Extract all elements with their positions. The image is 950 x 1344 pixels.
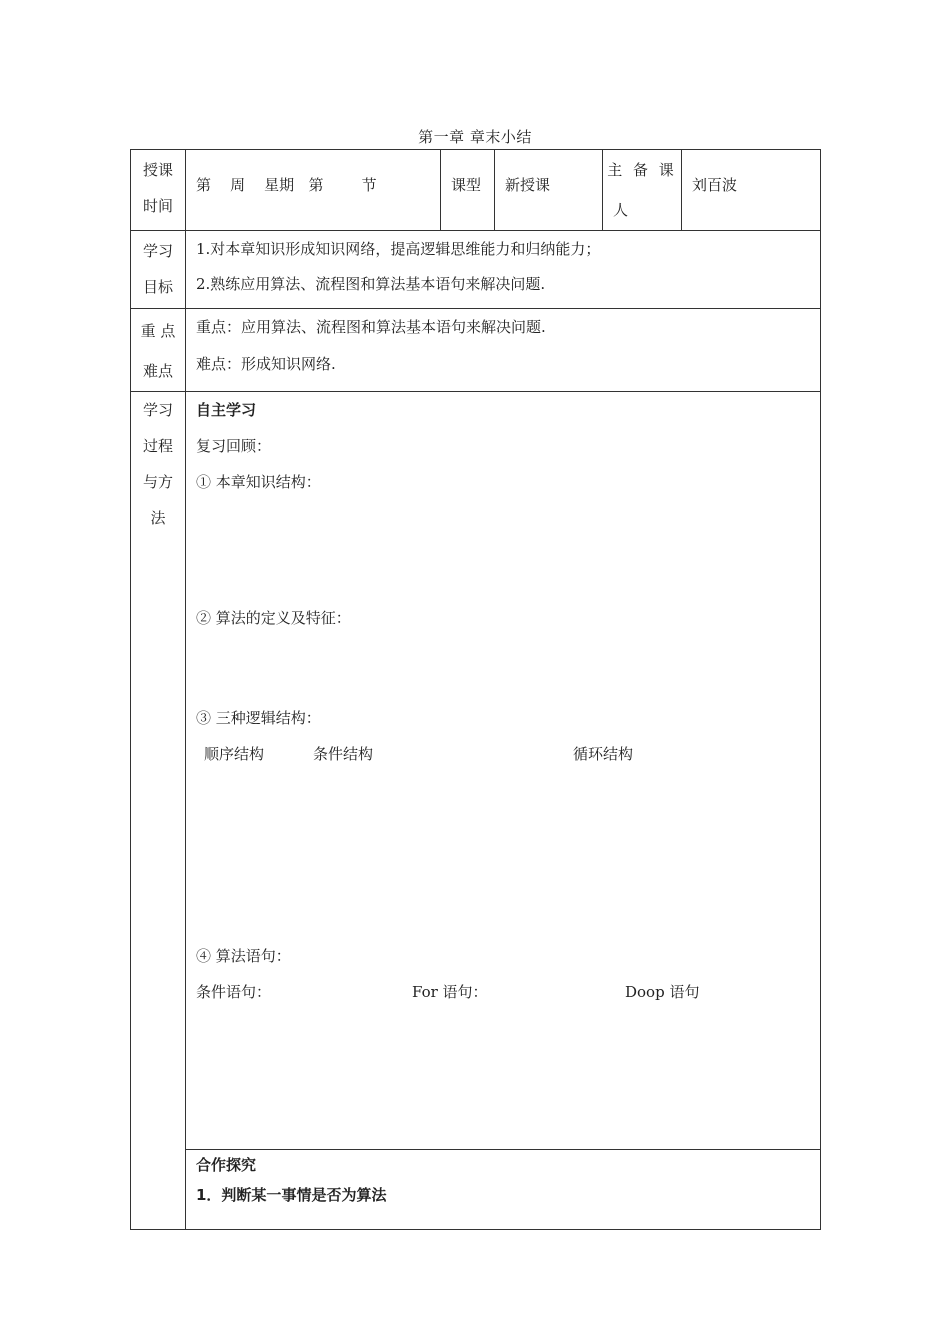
lesson-plan-table — [130, 149, 821, 1230]
cooperation-section — [186, 1150, 821, 1230]
algorithm-definition: ② 算法的定义及特征： — [196, 609, 351, 627]
cooperation-heading: 合作探究 — [196, 1156, 257, 1174]
goal-item: 1.对本章知识形成知识网络，提高逻辑思维能力和归纳能力； — [196, 240, 601, 258]
review-label: 复习回顾： — [196, 437, 272, 455]
structures-row — [196, 736, 810, 772]
logic-structures: ③ 三种逻辑结构： — [196, 709, 321, 727]
doop-statement: Doop 语句 — [625, 983, 700, 1001]
page-title: 第一章 章末小结 — [418, 128, 532, 146]
cooperation-item: 1．判断某一事情是否为算法 — [196, 1186, 387, 1204]
key-points-content — [186, 309, 821, 392]
difficulty: 难点：形成知识网络. — [196, 355, 336, 373]
author-label: 主 备 课 人 — [603, 150, 682, 231]
algorithm-statements: ④ 算法语句： — [196, 947, 291, 965]
loop-structure: 循环结构 — [573, 745, 634, 763]
key-points-label: 重 点 难点 — [131, 309, 186, 392]
condition-structure: 条件结构 — [313, 745, 374, 763]
type-label: 课型 — [441, 150, 495, 231]
sequence-structure: 顺序结构 — [204, 745, 265, 763]
goal-item: 2.熟练应用算法、流程图和算法基本语句来解决问题. — [196, 275, 546, 293]
type-value: 新授课 — [495, 150, 603, 231]
schedule-text: 第 周 星期 第 节 — [196, 176, 377, 194]
goals-content — [186, 231, 821, 309]
statements-row — [196, 974, 810, 1010]
time-label: 授课 时间 — [131, 150, 186, 231]
goals-label: 学习 目标 — [131, 231, 186, 309]
process-label: 学习 过程 与方 法 — [131, 392, 186, 1230]
knowledge-structure: ① 本章知识结构： — [196, 473, 321, 491]
self-study-heading: 自主学习 — [196, 401, 257, 419]
for-statement: For 语句： — [412, 983, 488, 1001]
key-point: 重点：应用算法、流程图和算法基本语句来解决问题. — [196, 318, 546, 336]
schedule-cell — [186, 150, 441, 231]
author-value: 刘百波 — [682, 150, 821, 231]
condition-statement: 条件语句： — [196, 983, 272, 1001]
self-study-section — [186, 392, 821, 1150]
